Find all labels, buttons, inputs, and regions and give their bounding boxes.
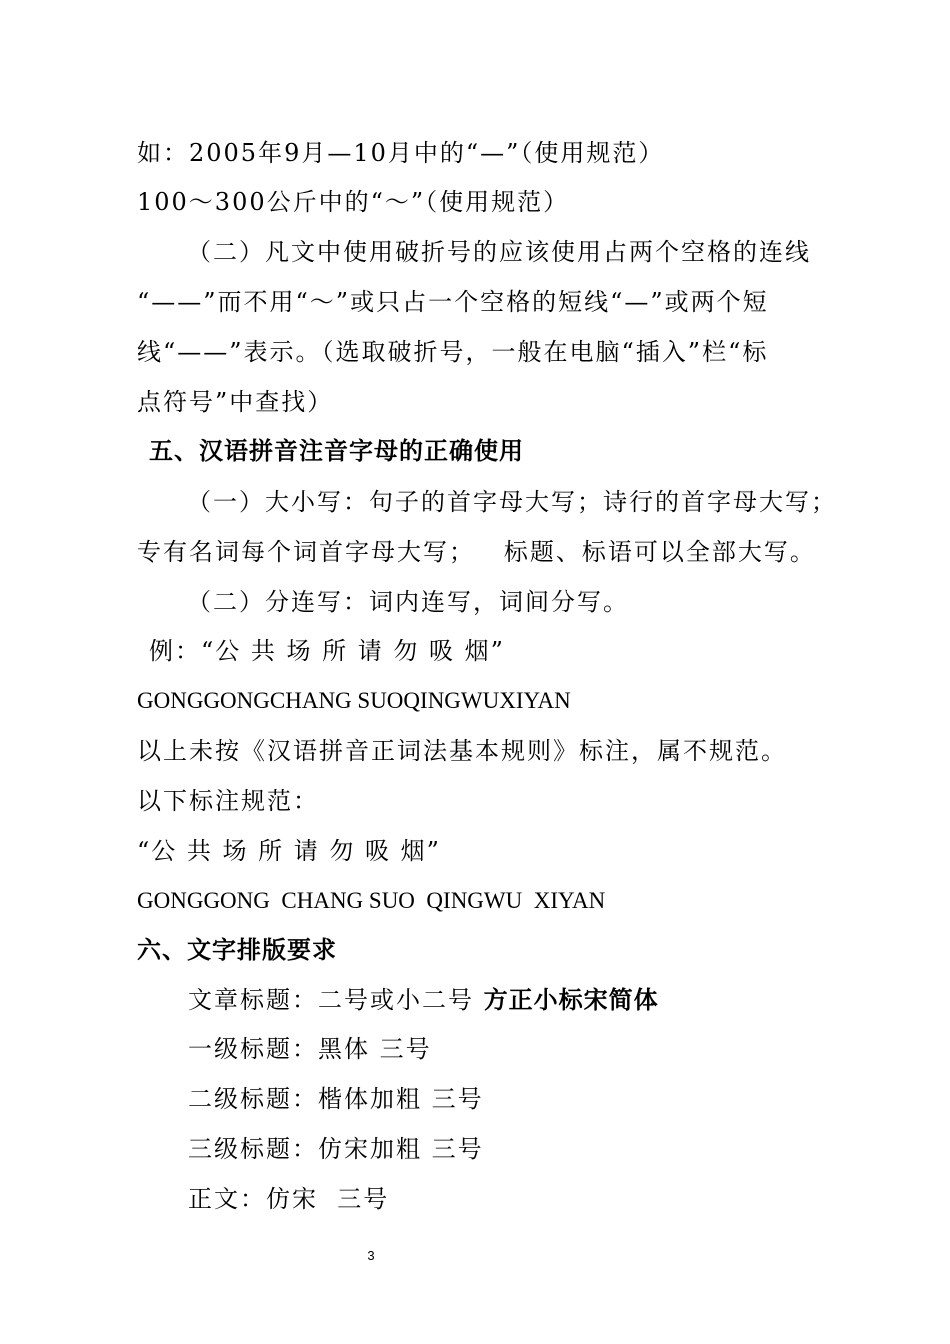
layout-item-font-bold: 方正小标宋简体 [483, 986, 659, 1014]
text-line-example-label: 例：“公 共 场 所 请 勿 吸 烟” [149, 637, 505, 665]
text-line-case-rule-2: 专有名词每个词首字母大写； 标题、标语可以全部大写。 [137, 538, 816, 566]
text-line-weight-range-example: 100～300公斤中的“～”（使用规范） [137, 188, 570, 216]
layout-item-label: 文章标题：二号或小二号 [188, 986, 484, 1014]
page-number: 3 [367, 1248, 375, 1263]
layout-item-body-text: 正文：仿宋 三号 [188, 1185, 390, 1213]
section-heading-layout: 六、文字排版要求 [137, 936, 337, 964]
text-line-note-wrong: 以上未按《汉语拼音正词法基本规则》标注，属不规范。 [137, 737, 787, 765]
text-line-pinyin-right: GONGGONG CHANG SUO QINGWU XIYAN [137, 888, 606, 913]
text-line-case-rule-1: （一）大小写：句子的首字母大写；诗行的首字母大写； [187, 488, 837, 516]
text-line-dash-rule-2: “——”而不用“～”或只占一个空格的短线“—”或两个短 [137, 288, 769, 316]
text-line-example-right: “公 共 场 所 请 勿 吸 烟” [137, 837, 441, 865]
text-line-note-right: 以下标注规范： [137, 787, 319, 815]
text-line-pinyin-wrong: GONGGONGCHANG SUOQINGWUXIYAN [137, 688, 571, 713]
layout-item-level1-title: 一级标题：黑体 三号 [188, 1035, 432, 1063]
section-heading-pinyin: 五、汉语拼音注音字母的正确使用 [149, 437, 524, 465]
layout-item-level3-title: 三级标题：仿宋加粗 三号 [188, 1135, 484, 1163]
text-line-dash-rule-4: 点符号”中查找） [137, 388, 334, 416]
text-line-spacing-rule: （二）分连写：词内连写，词间分写。 [187, 588, 629, 616]
layout-item-level2-title: 二级标题：楷体加粗 三号 [188, 1085, 484, 1113]
text-line-dash-rule-1: （二）凡文中使用破折号的应该使用占两个空格的连线 [187, 238, 811, 266]
layout-item-article-title [188, 985, 659, 1015]
text-line-dash-rule-3: 线“——”表示。（选取破折号，一般在电脑“插入”栏“标 [137, 338, 769, 366]
text-line-date-range-example: 如：2005年9月—10月中的“—”（使用规范） [137, 139, 665, 167]
